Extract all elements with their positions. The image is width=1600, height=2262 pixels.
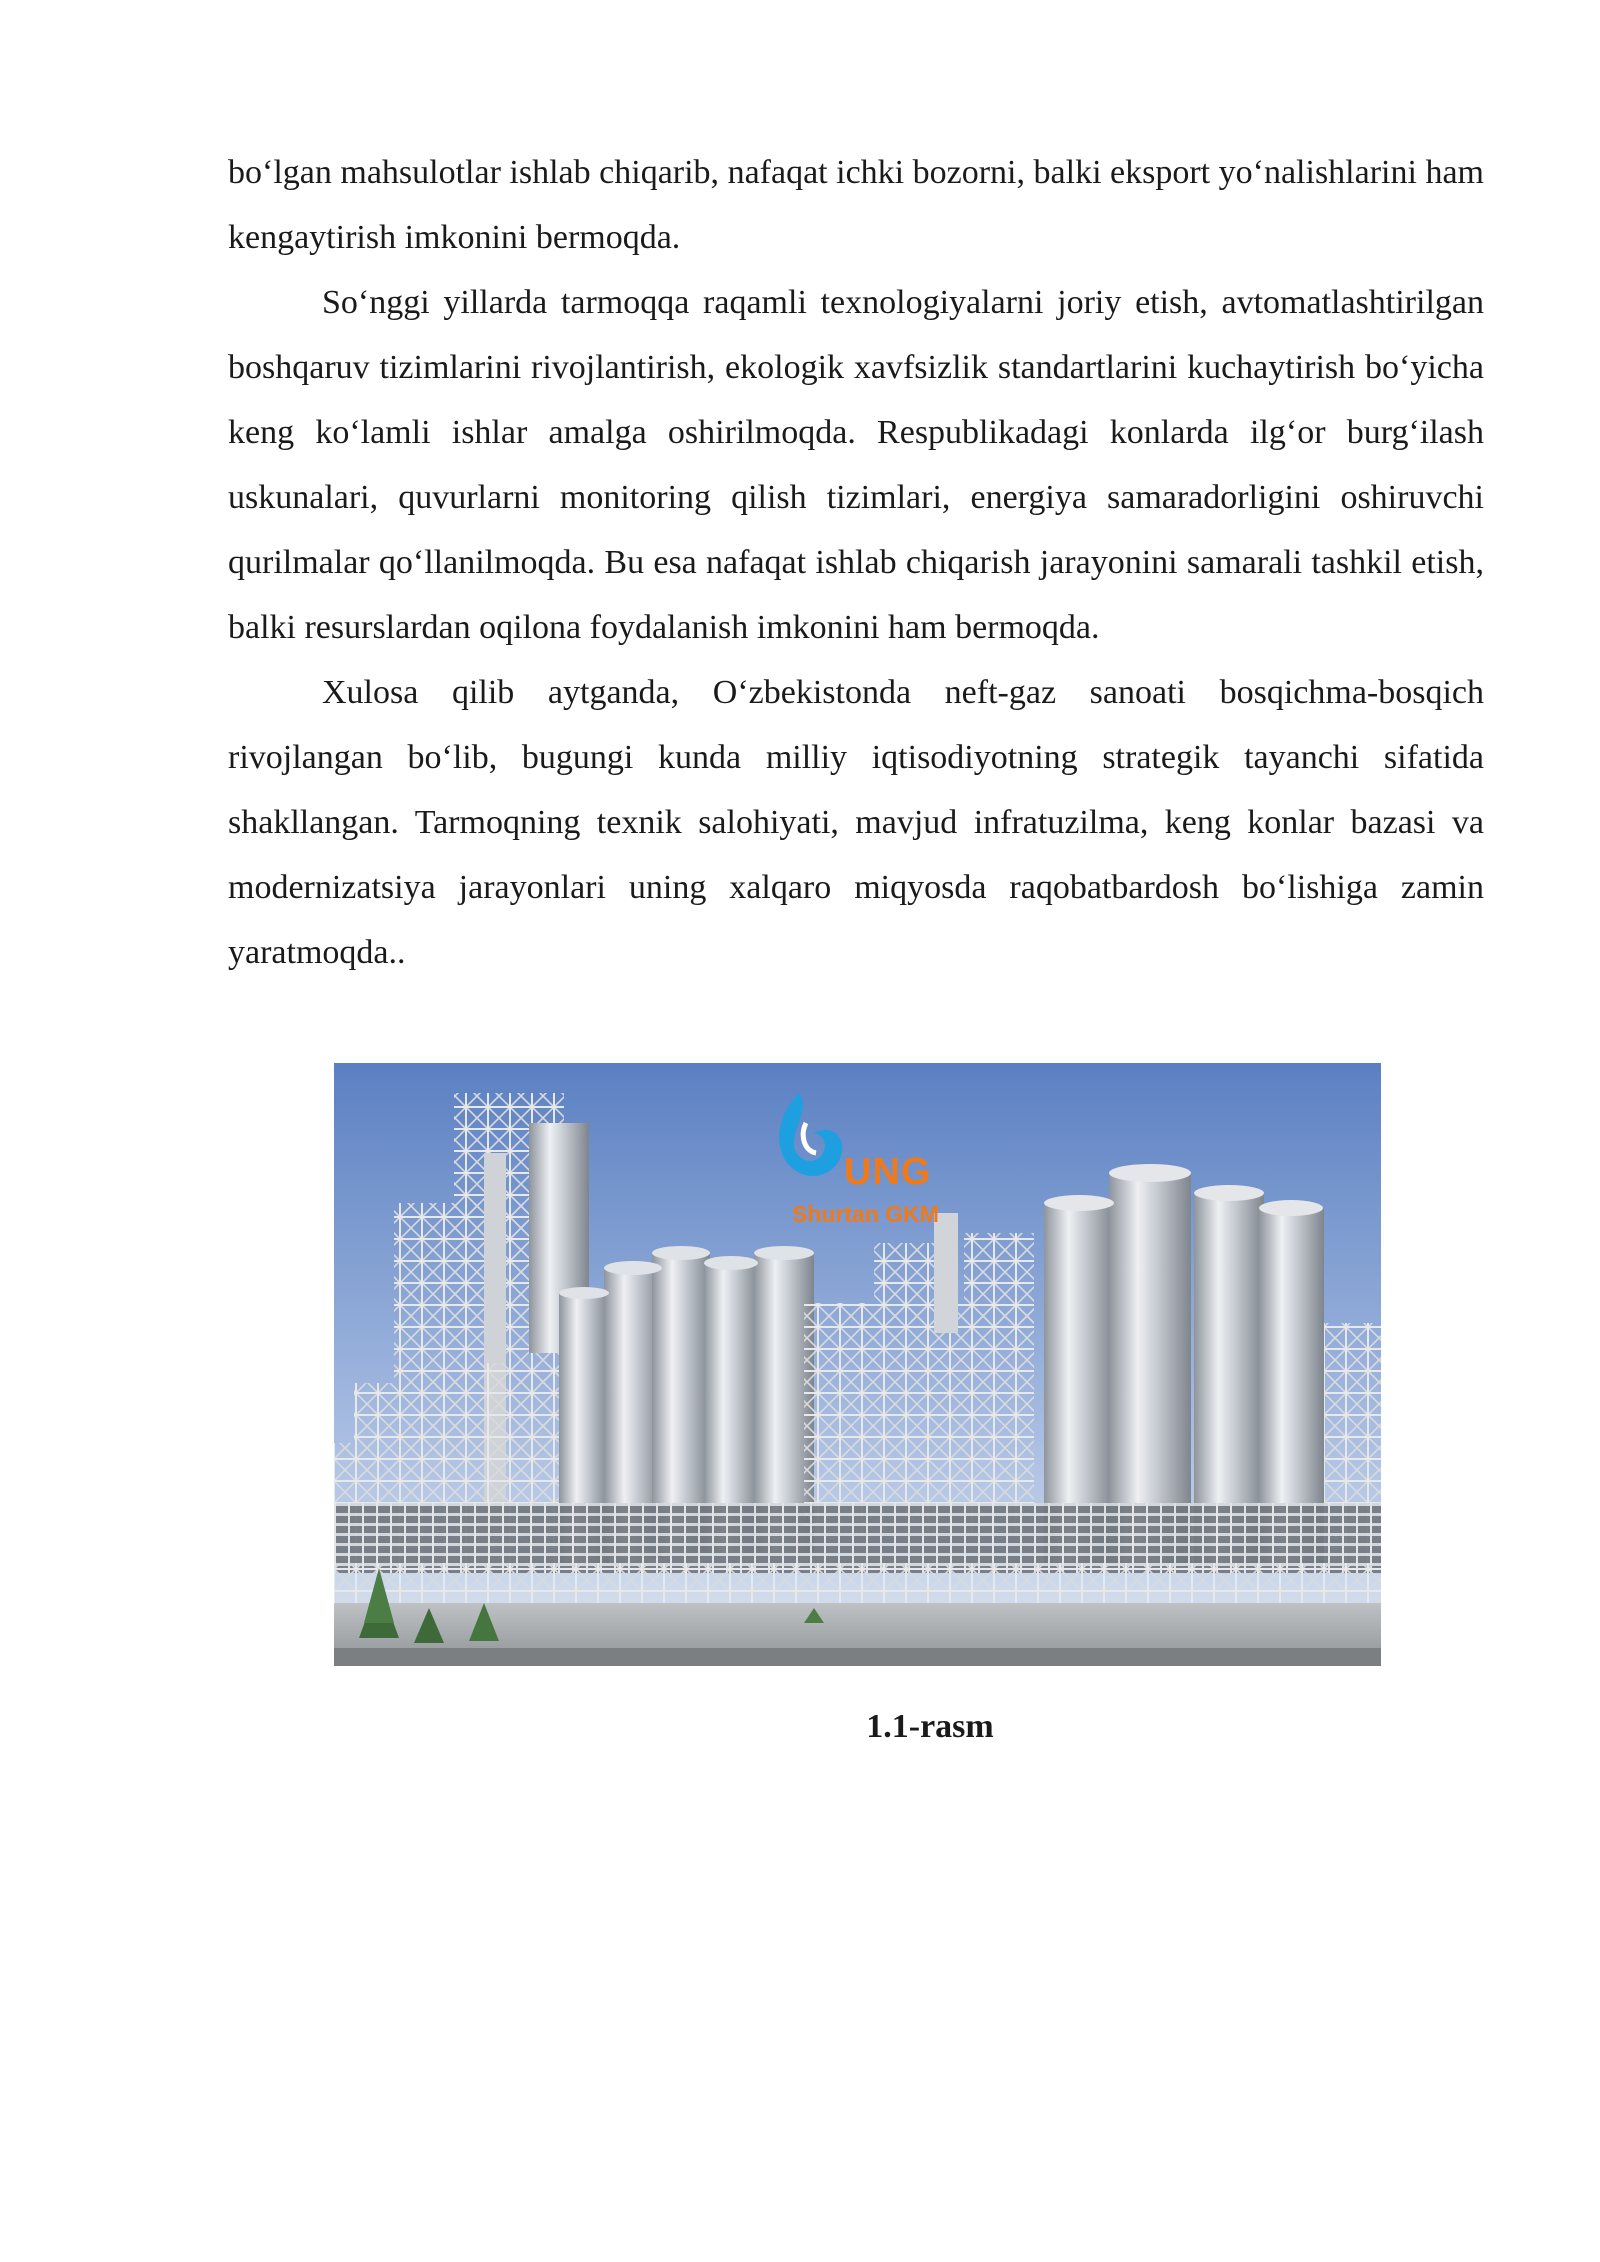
figure-caption: 1.1-rasm <box>866 1708 994 1745</box>
gas-plant-photo <box>334 1063 1381 1666</box>
paragraph-1: bo‘lgan mahsulotlar ishlab chiqarib, nafaqat ichki bozorni, balki eksport yo‘nalishlarini ham kengaytirish imkonini bermoqda. <box>228 154 1484 256</box>
paragraph-2: So‘nggi yillarda tarmoqqa raqamli texnologiyalarni joriy etish, avtomatlashtirilgan boshqaruv tizimlarini rivojlantirish, ekologik xavfsizlik standartlarini kuchaytirish bo‘yicha keng ko‘lamli ishlar amalga oshirilmoqda. Respublikadagi konlarda ilg‘or burg‘ilash uskunalari, quvurlarni monitoring qilish tizimlari, energiya samaradorligini oshiruvchi qurilmalar qo‘llanilmoqda. Bu esa nafaqat ishlab chiqarish jarayonini samarali tashkil etish, balki resurslardan oqilona foydalanish imkonini ham bermoqda. <box>228 284 1484 646</box>
logo-subtext: Shurtan GKM <box>792 1201 939 1227</box>
paragraph-3: Xulosa qilib aytganda, O‘zbekistonda neft-gaz sanoati bosqichma-bosqich rivojlangan bo‘lib, bugungi kunda milliy iqtisodiyotning strategik tayanchi sifatida shakllangan. Tarmoqning texnik salohiyati, mavjud infratuzilma, keng konlar bazasi va modernizatsiya jarayonlari uning xalqaro miqyosda raqobatbardosh bo‘lishiga zamin yaratmoqda.. <box>228 674 1484 971</box>
document-body <box>228 140 1484 985</box>
logo-text: UNG <box>844 1151 932 1193</box>
